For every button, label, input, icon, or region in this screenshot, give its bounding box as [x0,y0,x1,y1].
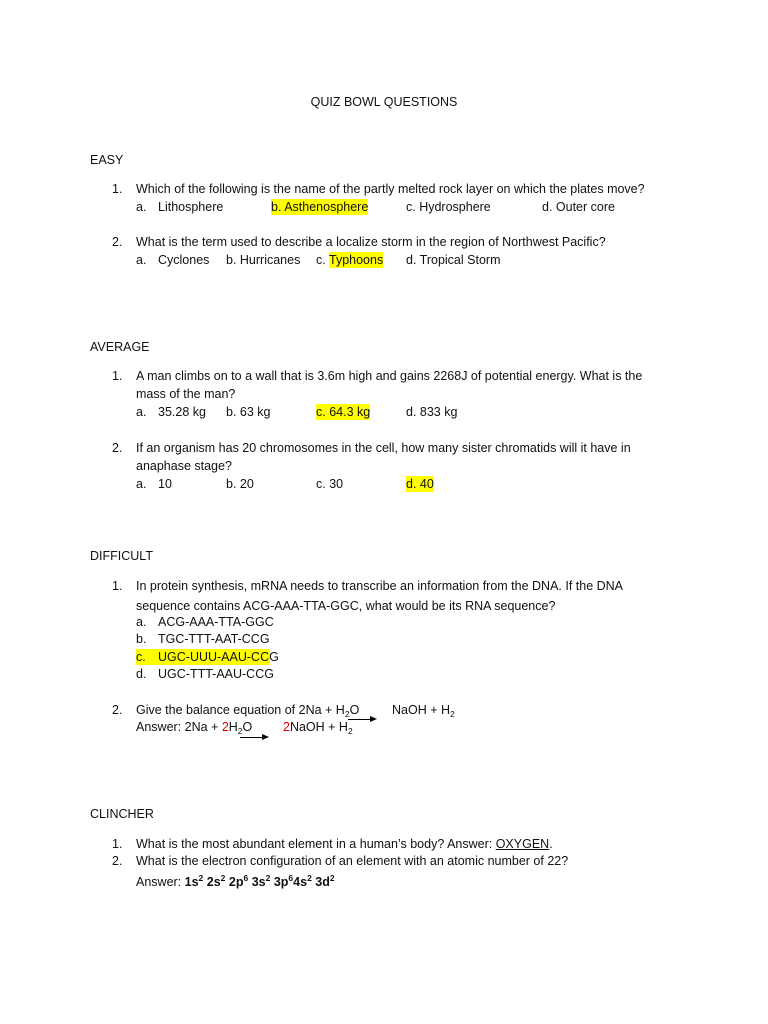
config-term: $3s^2$ [251,873,271,889]
answer-oxygen: OXYGEN [495,837,550,851]
question-text: What is the term used to describe a localize storm in the region of Northwest Pacific? [136,235,606,249]
choice-letter: a. [136,477,147,491]
question-number: 2. [112,703,123,717]
choice-d: d. 833 kg [406,405,458,419]
choice-letter: c. [136,650,146,664]
question-number: 1. [112,579,123,593]
equation-product: NaOH + $H_2$ [392,703,455,719]
choice-d: d. Tropical Storm [406,253,501,267]
config-term: $3d^2$ [315,873,335,889]
question-number: 1. [112,182,123,196]
choice-b: b. 63 kg [226,405,271,419]
choice-a: Cyclones [158,253,210,267]
config-term: $4s^2$ [293,873,312,889]
choice-b: b. Hurricanes [226,253,301,267]
page-title: QUIZ BOWL QUESTIONS [310,95,458,109]
answer-product: 2NaOH + $H_2$ [283,720,353,736]
question-text: A man climbs on to a wall that is 3.6m high and gains 2268J of potential energy. What is the [136,369,643,383]
choice-letter: a. [136,200,147,214]
choice-a: ACG-AAA-TTA-GGC [158,615,274,629]
electron-configuration-answer: Answer: $1s^2$ $2s^2$ $2p^6$ $3s^2$ $3p^64s^2$ $3d^2$ [136,873,335,889]
choice-a: 35.28 kg [158,405,206,419]
choice-c: c. 30 [316,477,344,491]
choice-b: TGC-TTT-AAT-CCG [158,632,270,646]
reaction-arrow-icon [240,737,266,738]
choice-d-correct: d. 40 [406,477,434,491]
section-heading-difficult: DIFFICULT [90,549,153,563]
choice-letter: c. [316,253,326,267]
choice-text: UGC-UUU-AAU-CCG [158,650,279,664]
section-heading-clincher: CLINCHER [90,807,154,821]
choice-c-correct: Typhoons [329,253,384,267]
question-number: 2. [112,235,123,249]
choice-b: b. 20 [226,477,254,491]
choice-d: UGC-TTT-AAU-CCG [158,667,274,681]
choice-c-correct [136,649,279,665]
choice-letter: a. [136,405,147,419]
choice-c: c. Hydrosphere [406,200,491,214]
question-text: If an organism has 20 chromosomes in the cell, how many sister chromatids will it have in [136,441,631,455]
config-term: $1s^2$ [184,873,204,889]
question-text: Give the balance equation of $2Na + H_2O$ [136,703,360,719]
choice-a: 10 [158,477,172,491]
answer-equation: Answer: $2Na + 2H_2O$ [136,720,253,736]
question-number: 2. [112,854,123,868]
question-text: In protein synthesis, mRNA needs to transcribe an information from the DNA. If the DNA [136,579,624,593]
section-heading-easy: EASY [90,153,124,167]
question-text-cont: anaphase stage? [136,459,232,473]
question-text-cont: mass of the man? [136,387,236,401]
question-text: What is the electron configuration of an element with an atomic number of 22? [136,854,569,868]
question-text-cont: sequence contains ACG-AAA-TTA-GGC, what would be its RNA sequence? [136,599,556,613]
section-heading-average: AVERAGE [90,340,150,354]
choice-b-correct: b. Asthenosphere [271,200,369,214]
choice-c-correct: c. 64.3 kg [316,405,371,419]
config-term: $2s^2$ [206,873,226,889]
question-text: Which of the following is the name of the partly melted rock layer on which the plates move? [136,182,645,196]
question-number: 1. [112,837,123,851]
choice-d: d. Outer core [542,200,615,214]
question-number: 1. [112,369,123,383]
choice-a: Lithosphere [158,200,224,214]
config-term: $3p^6$ [273,873,294,889]
config-term: $2p^6$ [228,873,249,889]
choice-letter: b. [136,632,147,646]
choice-letter: a. [136,615,147,629]
question-text: What is the most abundant element in a human’s body? Answer: OXYGEN. [136,837,553,851]
choice-letter: a. [136,253,147,267]
choice-letter: d. [136,667,147,681]
question-number: 2. [112,441,123,455]
